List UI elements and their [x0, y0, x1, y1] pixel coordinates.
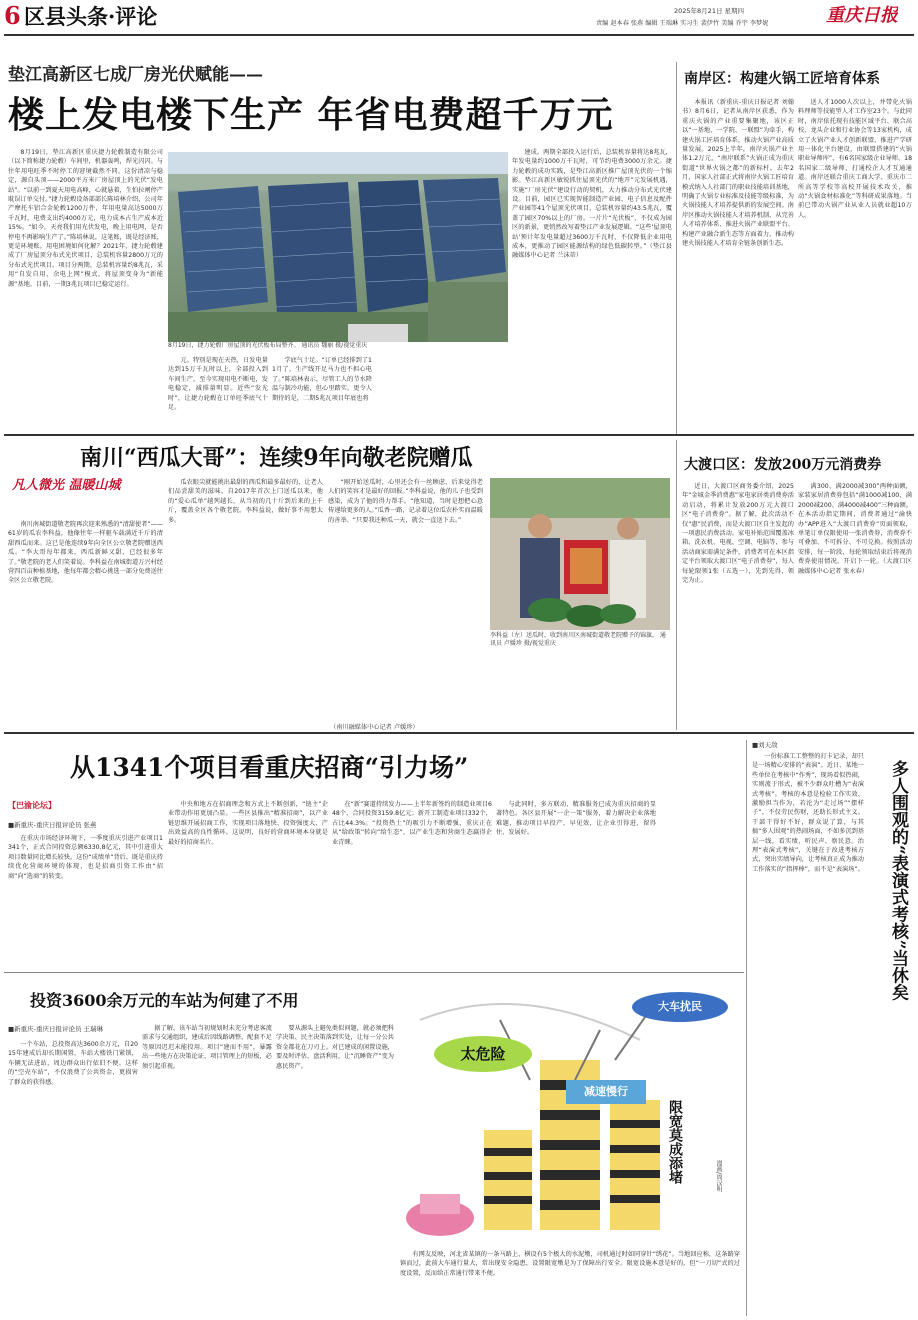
- masthead: [0, 0, 918, 36]
- lead-headline: 楼上发电楼下生产 年省电费超千万元: [8, 94, 614, 136]
- column-badge: 凡人微光 温暖山城: [12, 478, 121, 493]
- comment1-col2: 中央和地方在招商理念和方式上不断创新，“链主”企业带动作用更加凸显。一些区县推出“精准招商”，以产业链思维开展招商工作，实现项目落地快、投资强度大、产出效益高的良性循环。这说明，良好的营商环境本身就是最好的招商名片。: [168, 801, 328, 846]
- page-number: 6: [4, 2, 21, 30]
- mid-headline: 南川“西瓜大哥”：连续9年向敬老院赠瓜: [80, 445, 473, 471]
- comment2-headline: 投资3600余万元的车站为何建了不用: [30, 991, 299, 1010]
- comment1-col1: 在重庆市场经济环境下，一季度重庆引进产业项目1341个，正式合同投资总额6330.8亿元，其中引进重大项目数量同比增长较快。这份“成绩单”背后，既是重庆持续优化营商环境的体现，也是招商引资工作由“招商”向“选商”的转变。: [8, 835, 163, 880]
- right2-body: 近日，大渡口区商务委介绍，2025年“金城金季消费惠”家电家居类消费券活动启动，将累计发放200万元大渡口区“电子消费券”。据了解，此次活动不仅“惠”民消费，而是大渡口区自主发起的一项惠民消费活动。家电补贴范围覆盖冰箱、洗衣机、电视、空调、电脑等，参与活动商家需满足条件，消费者可在本区指定平台领取大渡口区“电子消费券”，每人每轮限领1张（五选一），先到先得，领完为止。: [682, 483, 794, 585]
- column-body: 一份标准工工整整的打卡记录，却只是一场精心安排的“表演”。近日，某地一些单位在考核中“作秀”，现场看似热闹，实则流于形式，被不少群众吐槽为“表演式考核”。考核的本意是检验工作实效、激励担当作为，若沦为“走过场”“摆样子”，不仅劳民伤财，还助长形式主义。干部干得好不好，群众说了算，与其搞“多人围观”的热闹场面，不如多沉到基层一线，看实绩、听民声、察民意。治理“表演式考核”，关键在于改进考核方式，突出实绩导向，让考核真正成为推动工作落实的“指挥棒”，而不是“表演场”。: [752, 753, 864, 873]
- comment1-tag: 【巴渝论坛】: [8, 800, 56, 810]
- lead-photo-caption: 8月19日，捷力轮毂厂房屋顶的光伏板布局整齐。 通讯员 魏丽 摄/视觉重庆: [168, 342, 368, 349]
- masthead-rule: [4, 34, 914, 36]
- mid-photo-caption: 李科益（左）送瓜时，收到南川区南城街道敬老院赠予的锦旗。 通讯员 卢媛珍 摄/视觉重庆: [490, 632, 666, 647]
- mid-divider: [676, 440, 677, 730]
- sign-big-truck: 大车扰民: [632, 992, 728, 1022]
- right1-headline: 南岸区：构建火锅工匠培育体系: [684, 71, 880, 87]
- sign-slow-down: 减速慢行: [566, 1080, 646, 1104]
- editor-credits: 责编 赵本春 张燕 编辑 王瑞琳 实习生 裴伊竹 美编 乔宇 李梦妮: [596, 20, 769, 27]
- lead-col2: 元。特别是现在天热，日发电量达到15万千瓦时以上，全部投入到车间生产，至今实现用电不断电，发电稳定，减排量明显。近些“发光时”，让捷力轮毂在订单旺季底气十足。: [168, 357, 268, 412]
- lead-col1: 8月19日，垫江高新区重庆捷力轮毂制造有限公司（以下简称捷力轮毂）车间里，机器轰鸣，焊光闪闪。与往年用电旺季不时停工的窘境截然不同，这份清凉与稳定，源自头顶——2000平方米厂房屋顶上的光伏“发电站”。“以前一到夏天用电高峰，心就悬着，生怕拉闸停产耽误订单交付。”捷力轮毂设备部部长陈培林介绍，公司年产摩托车铝合金轮毂1200万件，年用电量高达5000万千瓦时，电费支出约4000万元，电力成本占生产成本近15%。“如今，天亮我们用光伏发电，晚上用电网，是否停电不再影响生产了。”陈培林说，这笔账，既是经济账，更是环境账。用电困境如何化解？2021年，捷力轮毂建成了厂房屋顶分布式光伏项目，总装机容量2800万元的分布式光伏项目。项目分两期，总装机容量约8兆瓦，采用“自发自用、余电上网”模式，将屋顶变身为“新能源”基地。目前，一期3兆瓦项目已稳定运行。: [8, 149, 163, 288]
- watermelon-scene: [490, 478, 670, 630]
- right2-col2: 满300、满2000减300”两种面额，家装家居消费券包括“满1000减100、满2000减200、满4000减400”三种面额。在本活动指定期间，消费者通过“渝快办”APP进入“大渡口消费券”页面领取，单笔订单仅限使用一张消费券，消费券不可叠加、不可拆分、不可兑换。按照活动安排，每一阶段、每轮领取结束后将视消费券使用情况，开启下一轮。（大渡口区融媒体中心记者 张永春）: [798, 483, 912, 575]
- mid-photo: [490, 478, 670, 630]
- section-rule-1: [4, 434, 914, 436]
- comment1-byline: ■新重庆-重庆日报评论员 张燕: [8, 821, 97, 829]
- comment1-col3: 在“新”赛道持续发力——上半年新签约的制造业项目648个，合同投资3159.8亿元；新开工制造业项目332个，占比44.3%。“投资热土”的吸引力不断增强，重庆正在从“给政策”转向“给生态”，以产业生态和营商生态赢得企业青睐。: [332, 801, 492, 846]
- mid-col2: 瓜农眼尖就能挑出最甜的西瓜和最多最好的，让老人们品尝甜美的滋味。自2017年首次上门送瓜以来，他的“爱心瓜单”越列越长，从当初的几十斤到后来的上千斤，覆盖全区各个敬老院。李科益说，做好事不用想太多。: [168, 479, 323, 524]
- solar-roof-illustration: [168, 152, 508, 342]
- comment-divider: [746, 740, 747, 1316]
- cartoon: [400, 980, 740, 1242]
- comment2-col1: 一个车站，总投资高达3600余万元，自2015年建成后却长期闲置，车站大楼铁门紧锁，车辆无法进站，周边群众出行依旧不便。这样的“空壳车站”，不仅浪费了公共资金，更损害了群众的获得感。: [8, 1041, 138, 1086]
- lead-divider: [676, 62, 677, 434]
- column-headline: 多人围观的“表演式考核”当休矣: [888, 760, 908, 1001]
- lead-col3: 学底气十足。“订单已经排到了11月了，生产线开足马力也不担心电了。”陈培林表示，尽管工人的节水降温与制冷功能，但心里踏实。更令人期待的是，二期5兆瓦项目年底也将: [272, 357, 372, 402]
- issue-date: 2025年8月21日 星期四: [674, 7, 745, 15]
- mid-col3: “刚开始送瓜时，心里还会有一丝顾虑，后来觉得老人们的笑容才是最好的回报。”李科益说，他的儿子也受到感染，成为了他的得力帮手。“他知道，当时是想把心意传递给更多的人。”瓜香一路，记录着这位瓜农朴实而温暖的善举。“只要我还种瓜一天，就会一直送下去。”: [328, 479, 483, 524]
- section-rule-2: [4, 732, 914, 734]
- right1-col2: 送人才1000人次以上，并带化火锅料理师等技能型人才工作室23个。与此同时，南岸依托现有技能区域平台、联合高校、龙头企业和行业协会等13家机构，成立了火锅产业人才创新联盟，推进产学研用一体化平台建设，由联盟搭建的“火锅职业导师库”，有6名国家级企业导师、18名国家二级导师，打通校企人才互通通道。南岸还联合重庆工商大学、重庆市二所高等学校等高校开展技术攻关，推动“火锅食材标准化”等科研成果落地。当前已带动火锅产业从业人员就业超10万人。: [798, 99, 912, 219]
- column-author: ■刘天敌: [752, 741, 778, 749]
- section-title: 区县头条·评论: [24, 5, 158, 29]
- sign-danger: 太危险: [434, 1036, 532, 1072]
- right1-body: 本报讯（新重庆-重庆日报记者 刘翰书）8月6日，记者从南岸区获悉，作为重庆火锅的产业重要集聚地，该区正以“一基地、一学院、一联盟”为牵手，构建火锅工匠培育体系，推动火锅产业高质量发展。2025上半年，南岸火锅产业主体1.2万元，“南岸联系”火锅正成为重庆街道“世界火锅之都”的新标杆。去年2月，国家人社部正式将南岸火锅工匠培育模式纳入人社部门的职业技能培训基地，明确了火锅专业标准及技能等级标准，为火锅技能人才培养提供新的发展空间。南岸区推动火锅技能人才培养机制，从完善人才培养体系、推进火锅产业联盟平台、构建产业融合新生态等方面着力，推动构建火锅技能人才培育全链条创新生态。: [682, 99, 794, 248]
- mid-credit: （南川融媒体中心记者 卢媛珍）: [330, 724, 419, 731]
- cartoon-caption: 有网友反映，河北省某镇的一条马路上，横设有5个极大的水泥墩，司机通过时如同穿针“绣花”。当地回应称，这条路穿镇而过，此前大车通行量大，常出现安全隐患，设置限宽墩是为了保障出行安全。限宽设施本意是好的，但“一刀切”式的过度设置，反而给正常通行带来不便。: [400, 1251, 740, 1277]
- right2-headline: 大渡口区：发放200万元消费券: [684, 457, 882, 473]
- section-rule-3: [4, 972, 744, 973]
- comment1-headline: 从1341个项目看重庆招商“引力场”: [70, 753, 469, 782]
- lead-kicker: 垫江高新区七成厂房光伏赋能——: [8, 65, 263, 85]
- lead-photo: [168, 152, 508, 342]
- comment2-col2: 据了解，该车站当初规划时未充分考虑客流需求与交通组织，建成后因线路调整、配套不足等原因迟迟未能投用。项目“建而不用”，暴露出一些地方在决策论证、项目管理上的短板，必须引起重视。: [142, 1025, 272, 1070]
- cartoon-author: 漫画/周汉明: [715, 1160, 722, 1193]
- cartoon-title: 限宽莫成添堵: [667, 1100, 683, 1184]
- comment2-byline: ■新重庆-重庆日报评论员 王瑞琳: [8, 1025, 104, 1033]
- paper-name: 重庆日报: [826, 5, 898, 26]
- comment2-col3: 要从源头上避免类似问题，就必须把科学决策、民主决策落到实处，让每一分公共资金都花在刀刃上。对已建成的闲置设施，要及时评估、盘活利用，让“沉睡资产”变为惠民资产。: [276, 1025, 394, 1070]
- comment1-col4: 与此同时，多方联动、精准服务已成为重庆招商的显著特色。各区县开展“一企一策”服务，着力解决企业落地难题，推动项目早投产、早见效，让企业引得进、留得住、发展好。: [496, 801, 656, 837]
- lead-col4: 建成。两期全部投入运行后，总装机容量将达8兆瓦，年发电量约1000万千瓦时，可节约电费3000万余元。捷力轮毂的成功实践，是垫江高新区推广屋顶光伏的一个缩影。垫江高新区敏锐抓住屋顶光伏的“地开”元发展机遇，实施“厂房光伏”建设行动的契机，大力推动分布式光伏建设。目前，园区已实现智能制造产业园、电子信息及配件产业园等41个屋顶光伏项目，总装机容量约43.5兆瓦，覆盖了园区70%以上的厂房。一片片“光伏板”，不仅成为园区的新景，更悄然改写着垫江产业发展逻辑。“这些‘屋顶电站’预计年发电量超过3600万千瓦时，不仅降低企业用电成本，更推动了园区能源结构的绿色低碳转型。”（垫江县融媒体中心记者 兰沫蒂）: [512, 149, 672, 260]
- mid-col1: 南川南城街道敬老院再次迎来熟悉的“清甜使者”——61岁的瓜农李科益，他像往年一样驱车载满近千斤的清甜西瓜而来。这已是他连续9年向全区公立敬老院赠送西瓜。“李大哥每年都来，西瓜新鲜又甜，已经很多年了。”敬老院的老人们笑着说。李科益在南城街道万兴村经营四百亩种植基地，他每年都会精心挑选一部分免费送往全区公立敬老院。: [8, 521, 163, 585]
